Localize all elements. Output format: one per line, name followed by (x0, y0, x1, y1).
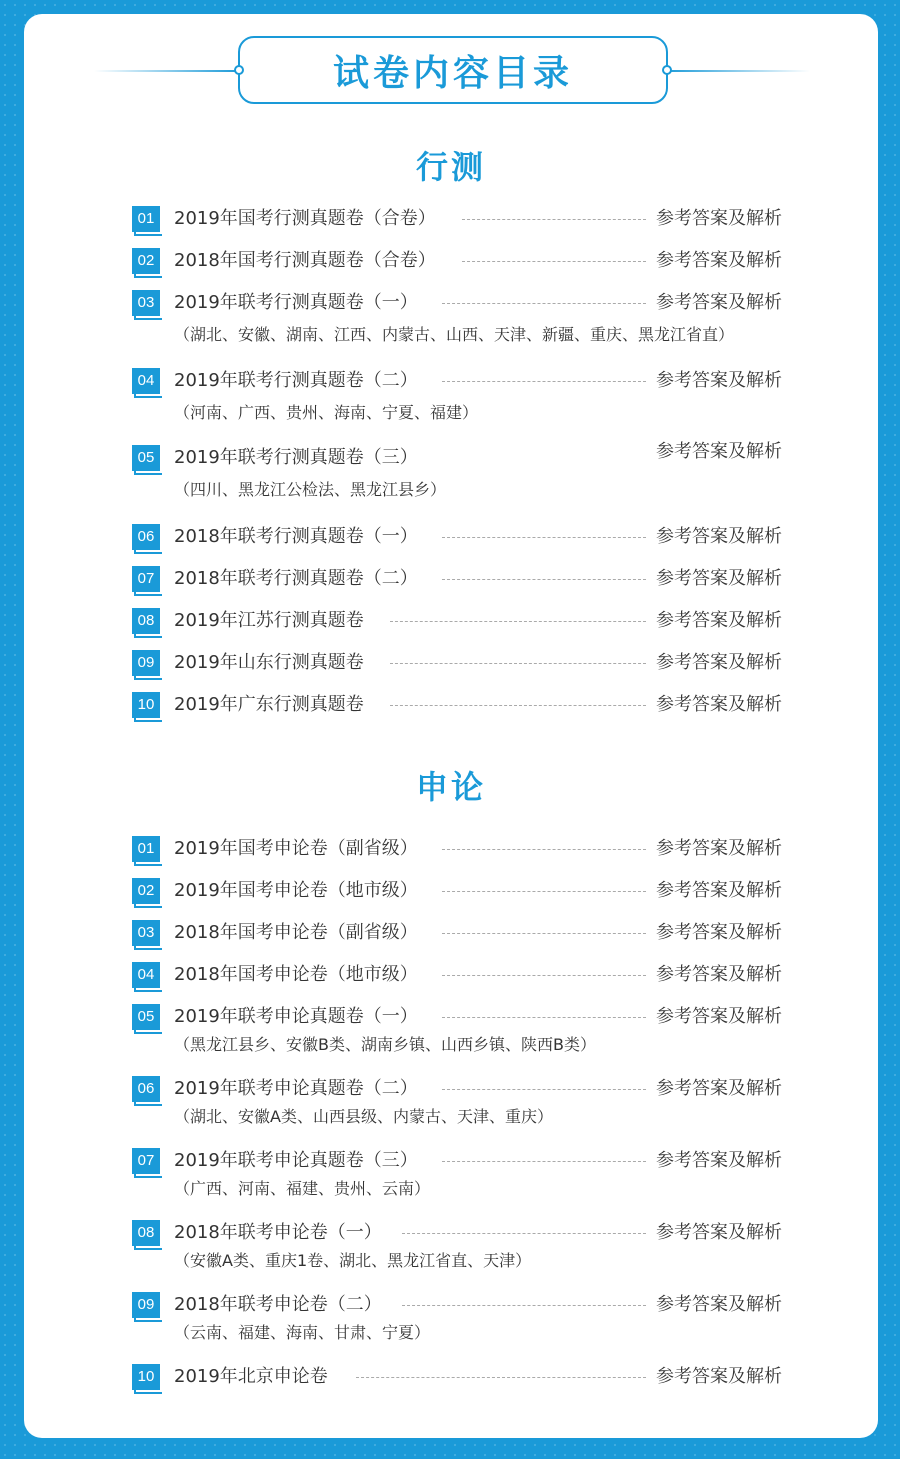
item-number-badge: 02 (132, 878, 160, 904)
answer-link[interactable]: 参考答案及解析 (656, 1078, 782, 1099)
list-item[interactable] (132, 878, 782, 908)
item-number-badge: 03 (132, 920, 160, 946)
item-number-badge: 07 (132, 566, 160, 592)
answer-link[interactable]: 参考答案及解析 (656, 1294, 782, 1315)
item-number-badge: 01 (132, 206, 160, 232)
item-number-badge: 09 (132, 650, 160, 676)
item-number-badge: 06 (132, 524, 160, 550)
item-title: 2019年联考申论真题卷（三） (174, 1150, 418, 1171)
dotted-leader (356, 1377, 646, 1378)
item-title: 2018年联考申论卷（一） (174, 1222, 382, 1243)
item-regions: （云南、福建、海南、甘肃、宁夏） (174, 1323, 431, 1342)
answer-link[interactable]: 参考答案及解析 (656, 964, 782, 985)
list-item[interactable] (132, 1004, 782, 1054)
list-item[interactable] (132, 206, 782, 236)
item-title: 2018年联考行测真题卷（二） (174, 568, 418, 589)
item-number-badge: 10 (132, 692, 160, 718)
contents-card (24, 14, 878, 1438)
header-nub-right (662, 65, 672, 75)
dotted-leader (442, 303, 646, 304)
dotted-leader (390, 705, 646, 706)
item-title: 2019年联考申论真题卷（一） (174, 1006, 418, 1027)
list-item[interactable] (132, 1076, 782, 1126)
item-number-badge: 08 (132, 608, 160, 634)
item-number-badge: 05 (132, 445, 160, 471)
item-title: 2019年北京申论卷 (174, 1366, 328, 1387)
item-title: 2019年国考申论卷（地市级） (174, 880, 418, 901)
header-title-box (238, 36, 668, 104)
dotted-leader (442, 975, 646, 976)
item-title: 2019年国考行测真题卷（合卷） (174, 208, 436, 229)
section-title-xingce: 行测 (415, 148, 486, 186)
item-title: 2019年国考申论卷（副省级） (174, 838, 418, 859)
dotted-leader (442, 849, 646, 850)
item-number-badge: 03 (132, 290, 160, 316)
item-title: 2019年广东行测真题卷 (174, 694, 364, 715)
item-number-badge: 01 (132, 836, 160, 862)
answer-link[interactable]: 参考答案及解析 (656, 1366, 782, 1387)
answer-link[interactable]: 参考答案及解析 (656, 922, 782, 943)
item-regions: （四川、黑龙江公检法、黑龙江县乡） (174, 480, 447, 499)
header (24, 36, 878, 106)
dotted-leader (402, 1233, 646, 1234)
item-number-badge: 07 (132, 1148, 160, 1174)
answer-link[interactable]: 参考答案及解析 (656, 652, 782, 673)
list-item[interactable] (132, 608, 782, 638)
item-regions: （黑龙江县乡、安徽B类、湖南乡镇、山西乡镇、陕西B类） (174, 1035, 596, 1054)
item-title: 2018年联考申论卷（二） (174, 1294, 382, 1315)
item-title: 2019年联考行测真题卷（三） (174, 447, 418, 468)
answer-link[interactable]: 参考答案及解析 (656, 1150, 782, 1171)
list-item[interactable] (132, 1220, 782, 1270)
answer-link[interactable]: 参考答案及解析 (656, 208, 782, 229)
item-title: 2019年江苏行测真题卷 (174, 610, 364, 631)
page-title: 试卷内容目录 (332, 52, 573, 94)
item-regions: （湖北、安徽、湖南、江西、内蒙古、山西、天津、新疆、重庆、黑龙江省直） (174, 325, 735, 344)
list-item[interactable] (132, 441, 782, 499)
list-item[interactable] (132, 650, 782, 680)
item-title: 2019年联考申论真题卷（二） (174, 1078, 418, 1099)
item-title: 2018年国考申论卷（地市级） (174, 964, 418, 985)
dotted-leader (442, 537, 646, 538)
answer-link[interactable]: 参考答案及解析 (656, 694, 782, 715)
item-title: 2019年联考行测真题卷（二） (174, 370, 418, 391)
item-title: 2018年联考行测真题卷（一） (174, 526, 418, 547)
answer-link[interactable]: 参考答案及解析 (656, 526, 782, 547)
header-nub-left (234, 65, 244, 75)
item-title: 2018年国考申论卷（副省级） (174, 922, 418, 943)
item-number-badge: 10 (132, 1364, 160, 1390)
item-regions: （安徽A类、重庆1卷、湖北、黑龙江省直、天津） (174, 1251, 532, 1270)
answer-link[interactable]: 参考答案及解析 (656, 838, 782, 859)
list-item[interactable] (132, 248, 782, 278)
dotted-leader (462, 219, 646, 220)
dotted-leader (442, 381, 646, 382)
dotted-leader (402, 1305, 646, 1306)
list-item[interactable] (132, 524, 782, 554)
item-title: 2019年联考行测真题卷（一） (174, 292, 418, 313)
answer-link[interactable]: 参考答案及解析 (656, 250, 782, 271)
item-number-badge: 06 (132, 1076, 160, 1102)
list-item[interactable] (132, 368, 782, 422)
answer-link[interactable]: 参考答案及解析 (656, 610, 782, 631)
list-item[interactable] (132, 1148, 782, 1198)
dotted-leader (390, 621, 646, 622)
answer-link[interactable]: 参考答案及解析 (656, 568, 782, 589)
item-number-badge: 09 (132, 1292, 160, 1318)
item-number-badge: 08 (132, 1220, 160, 1246)
answer-link[interactable]: 参考答案及解析 (656, 441, 782, 462)
dotted-leader (442, 1089, 646, 1090)
item-number-badge: 04 (132, 368, 160, 394)
dotted-leader (442, 579, 646, 580)
answer-link[interactable]: 参考答案及解析 (656, 370, 782, 391)
list-item[interactable] (132, 1292, 782, 1342)
dotted-leader (442, 933, 646, 934)
item-regions: （广西、河南、福建、贵州、云南） (174, 1179, 431, 1198)
item-number-badge: 02 (132, 248, 160, 274)
item-number-badge: 04 (132, 962, 160, 988)
list-item[interactable] (132, 290, 782, 344)
list-item[interactable] (132, 566, 782, 596)
dotted-leader (442, 1017, 646, 1018)
answer-link[interactable]: 参考答案及解析 (656, 1222, 782, 1243)
dotted-leader (390, 663, 646, 664)
header-line-left (94, 70, 240, 72)
answer-link[interactable]: 参考答案及解析 (656, 1006, 782, 1027)
answer-link[interactable]: 参考答案及解析 (656, 292, 782, 313)
list-item[interactable] (132, 920, 782, 950)
list-item[interactable] (132, 836, 782, 866)
section-title-shenlun: 申论 (415, 768, 486, 806)
answer-link[interactable]: 参考答案及解析 (656, 880, 782, 901)
dotted-leader (442, 891, 646, 892)
list-item[interactable] (132, 692, 782, 722)
list-item[interactable] (132, 1364, 782, 1394)
item-title: 2018年国考行测真题卷（合卷） (174, 250, 436, 271)
item-regions: （湖北、安徽A类、山西县级、内蒙古、天津、重庆） (174, 1107, 553, 1126)
header-line-right (664, 70, 810, 72)
item-title: 2019年山东行测真题卷 (174, 652, 364, 673)
item-regions: （河南、广西、贵州、海南、宁夏、福建） (174, 403, 479, 422)
list-item[interactable] (132, 962, 782, 992)
item-number-badge: 05 (132, 1004, 160, 1030)
dotted-leader (462, 261, 646, 262)
dotted-leader (442, 1161, 646, 1162)
